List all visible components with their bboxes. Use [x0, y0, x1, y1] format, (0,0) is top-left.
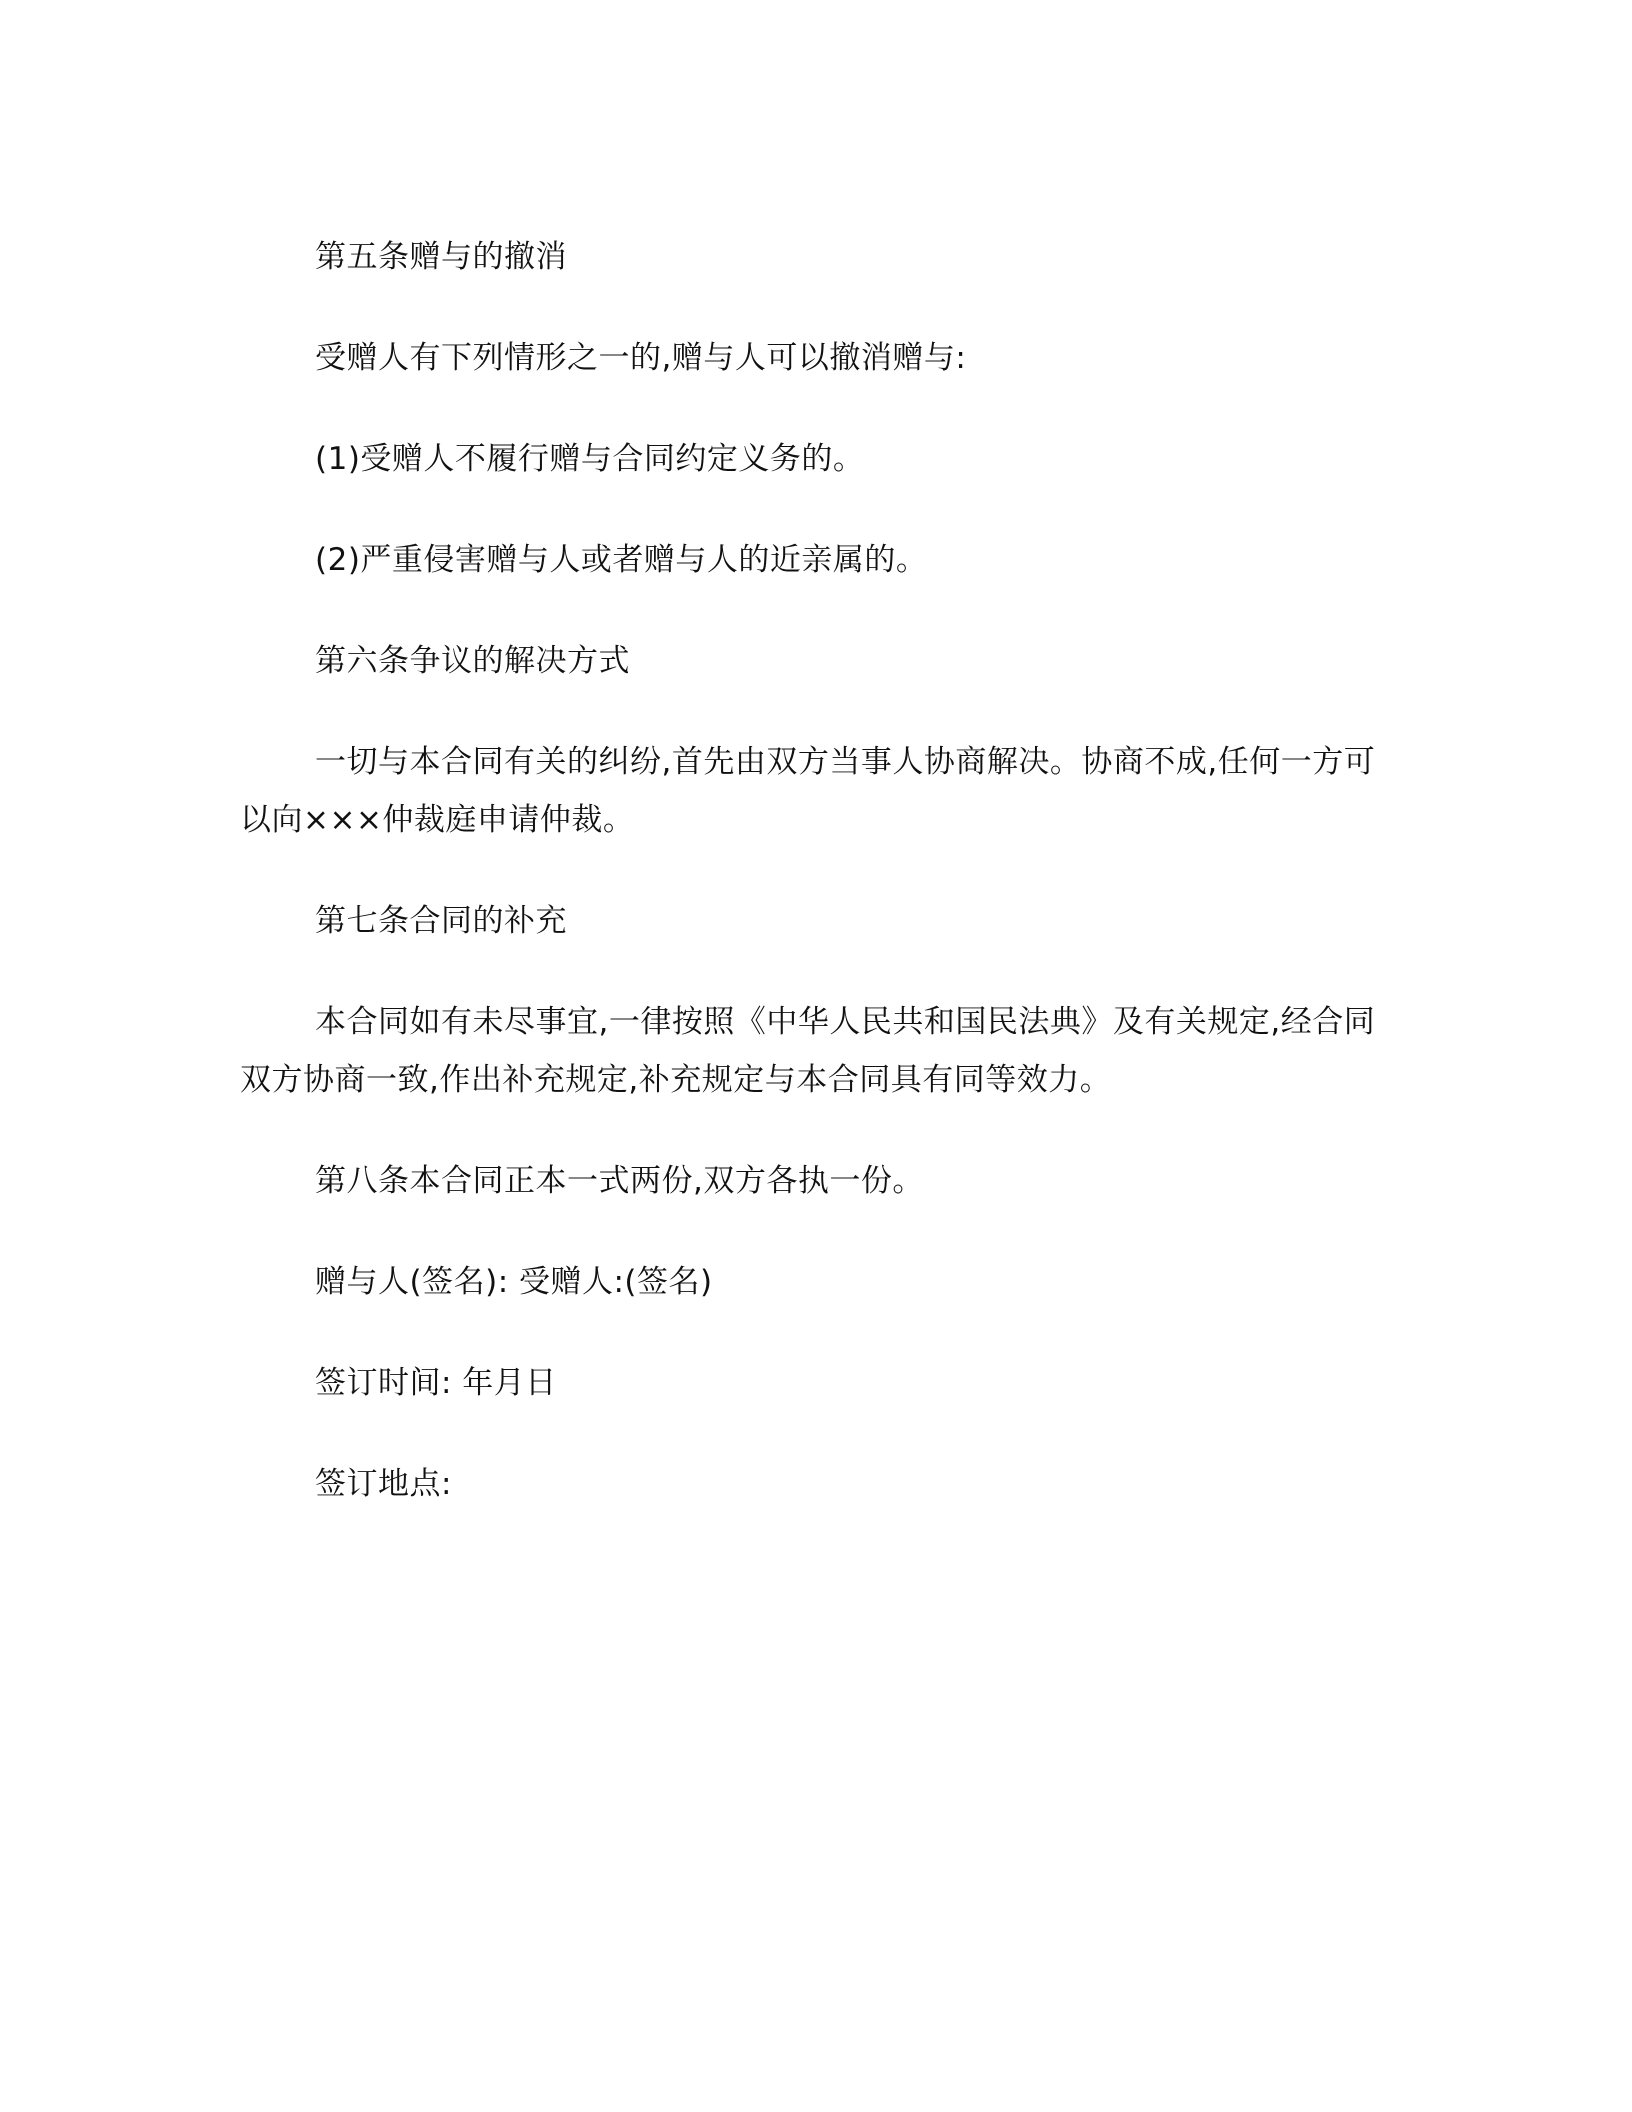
article-5-heading: 第五条赠与的撤消 — [315, 239, 567, 275]
supplement-text: 本合同如有未尽事宜,一律按照《中华人民共和国民法典》及有关规定,经合同双方协商一致,作出补充规定,补充规定与本合同具有同等效力。 — [240, 1004, 1376, 1098]
dispute-resolution-text: 一切与本合同有关的纠纷,首先由双方当事人协商解决。协商不成,任何一方可以向×××仲裁庭申请仲裁。 — [240, 744, 1376, 838]
signing-date-line: 签订时间: 年月日 — [315, 1365, 557, 1401]
revocation-item-2: (2)严重侵害赠与人或者赠与人的近亲属的。 — [315, 542, 928, 578]
article-7-heading: 第七条合同的补充 — [315, 903, 567, 939]
signature-line: 赠与人(签名): 受赠人:(签名) — [315, 1264, 713, 1300]
signing-place-line: 签订地点: — [315, 1466, 452, 1502]
revocation-item-1: (1)受赠人不履行赠与合同约定义务的。 — [315, 441, 865, 477]
article-8-text: 第八条本合同正本一式两份,双方各执一份。 — [315, 1163, 924, 1199]
article-6-heading: 第六条争议的解决方式 — [315, 643, 630, 679]
document-body — [240, 228, 1382, 1556]
revocation-intro: 受赠人有下列情形之一的,赠与人可以撤消赠与: — [315, 340, 967, 376]
